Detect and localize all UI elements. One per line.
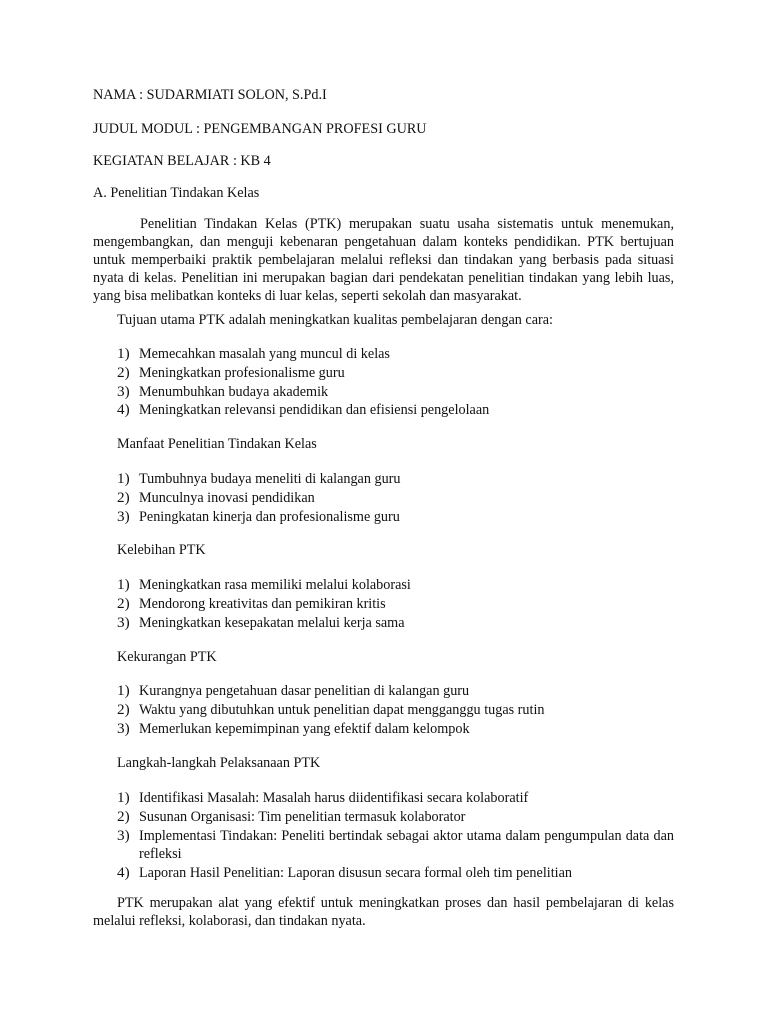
kelebihan-list: [117, 576, 674, 632]
list-item: [117, 808, 674, 827]
list-text: Waktu yang dibutuhkan untuk penelitian dapat mengganggu tugas rutin: [139, 701, 545, 718]
tujuan-list: [117, 345, 674, 420]
section-a-heading: A. Penelitian Tindakan Kelas: [93, 185, 260, 201]
section-a-paragraph: Penelitian Tindakan Kelas (PTK) merupakan suatu usaha sistematis untuk menemukan, mengembangkan, dan menguji kebenaran pengetahuan dalam konteks pendidikan. PTK bertujuan untuk memperbaiki praktik pembelajaran melalui refleksi dan tindakan yang berbasis pada situasi nyata di kelas. Penelitian ini merupakan bagian dari pendekatan penelitian tindakan yang lebih luas, yang bisa melibatkan konteks di luar kelas, seperti sekolah dan masyarakat.: [93, 216, 674, 304]
list-number: 1): [117, 345, 130, 362]
list-item: [117, 470, 674, 489]
list-item: [117, 345, 674, 364]
kegiatan-belajar-line: KEGIATAN BELAJAR : KB 4: [93, 153, 271, 169]
list-text: Meningkatkan rasa memiliki melalui kolaborasi: [139, 577, 411, 593]
nama-line: NAMA : SUDARMIATI SOLON, S.Pd.I: [93, 87, 327, 103]
list-text: Munculnya inovasi pendidikan: [139, 489, 315, 506]
list-number: 1): [117, 789, 130, 806]
list-number: 2): [117, 807, 130, 825]
list-item: [117, 682, 674, 701]
list-number: 4): [117, 401, 130, 419]
list-item: [117, 595, 674, 614]
list-text: Identifikasi Masalah: Masalah harus diidentifikasi secara kolaboratif: [139, 790, 529, 806]
list-text: Laporan Hasil Penelitian: Laporan disusun secara formal oleh tim penelitian: [139, 865, 572, 882]
list-text: Kurangnya pengetahuan dasar penelitian di kalangan guru: [139, 683, 470, 699]
list-item: [117, 827, 674, 865]
manfaat-list: [117, 470, 674, 526]
list-item: [117, 789, 674, 808]
list-text: Memerlukan kepemimpinan yang efektif dalam kelompok: [139, 720, 470, 737]
list-number: 3): [117, 613, 130, 631]
closing-paragraph: PTK merupakan alat yang efektif untuk meningkatkan proses dan hasil pembelajaran di kelas melalui refleksi, kolaborasi, dan tindakan nyata.: [93, 895, 674, 929]
list-item: [117, 576, 674, 595]
list-item: [117, 401, 674, 420]
list-number: 4): [117, 864, 130, 882]
list-item: [117, 720, 674, 739]
list-number: 3): [117, 826, 130, 844]
list-text: Meningkatkan kesepakatan melalui kerja sama: [139, 614, 405, 631]
kelebihan-heading: Kelebihan PTK: [117, 542, 206, 558]
list-number: 1): [117, 576, 130, 593]
list-number: 3): [117, 382, 130, 400]
langkah-list: [117, 789, 674, 883]
list-text: Tumbuhnya budaya meneliti di kalangan guru: [139, 471, 401, 487]
list-item: [117, 614, 674, 633]
list-text: Meningkatkan profesionalisme guru: [139, 364, 345, 381]
list-text: Mendorong kreativitas dan pemikiran kritis: [139, 595, 386, 612]
list-item: [117, 701, 674, 720]
kekurangan-list: [117, 682, 674, 738]
list-number: 3): [117, 507, 130, 525]
list-number: 1): [117, 682, 130, 699]
list-number: 1): [117, 470, 130, 487]
judul-modul-line: JUDUL MODUL : PENGEMBANGAN PROFESI GURU: [93, 121, 427, 137]
list-item: [117, 508, 674, 527]
list-number: 2): [117, 488, 130, 506]
list-number: 3): [117, 719, 130, 737]
list-text: Peningkatan kinerja dan profesionalisme guru: [139, 508, 400, 525]
list-text: Meningkatkan relevansi pendidikan dan efisiensi pengelolaan: [139, 402, 490, 419]
list-text: Menumbuhkan budaya akademik: [139, 383, 329, 400]
list-item: [117, 364, 674, 383]
list-text: Susunan Organisasi: Tim penelitian termasuk kolaborator: [139, 808, 466, 825]
list-text: Memecahkan masalah yang muncul di kelas: [139, 346, 390, 362]
list-item: [117, 489, 674, 508]
tujuan-intro: Tujuan utama PTK adalah meningkatkan kualitas pembelajaran dengan cara:: [117, 312, 553, 328]
list-number: 2): [117, 363, 130, 381]
list-item: [117, 383, 674, 402]
list-number: 2): [117, 594, 130, 612]
list-item: [117, 864, 674, 883]
manfaat-heading: Manfaat Penelitian Tindakan Kelas: [117, 436, 317, 452]
kekurangan-heading: Kekurangan PTK: [117, 649, 217, 665]
langkah-heading: Langkah-langkah Pelaksanaan PTK: [117, 755, 321, 771]
list-text: Implementasi Tindakan: Peneliti bertindak sebagai aktor utama dalam pengumpulan data dan refleksi: [139, 827, 674, 863]
list-number: 2): [117, 700, 130, 718]
